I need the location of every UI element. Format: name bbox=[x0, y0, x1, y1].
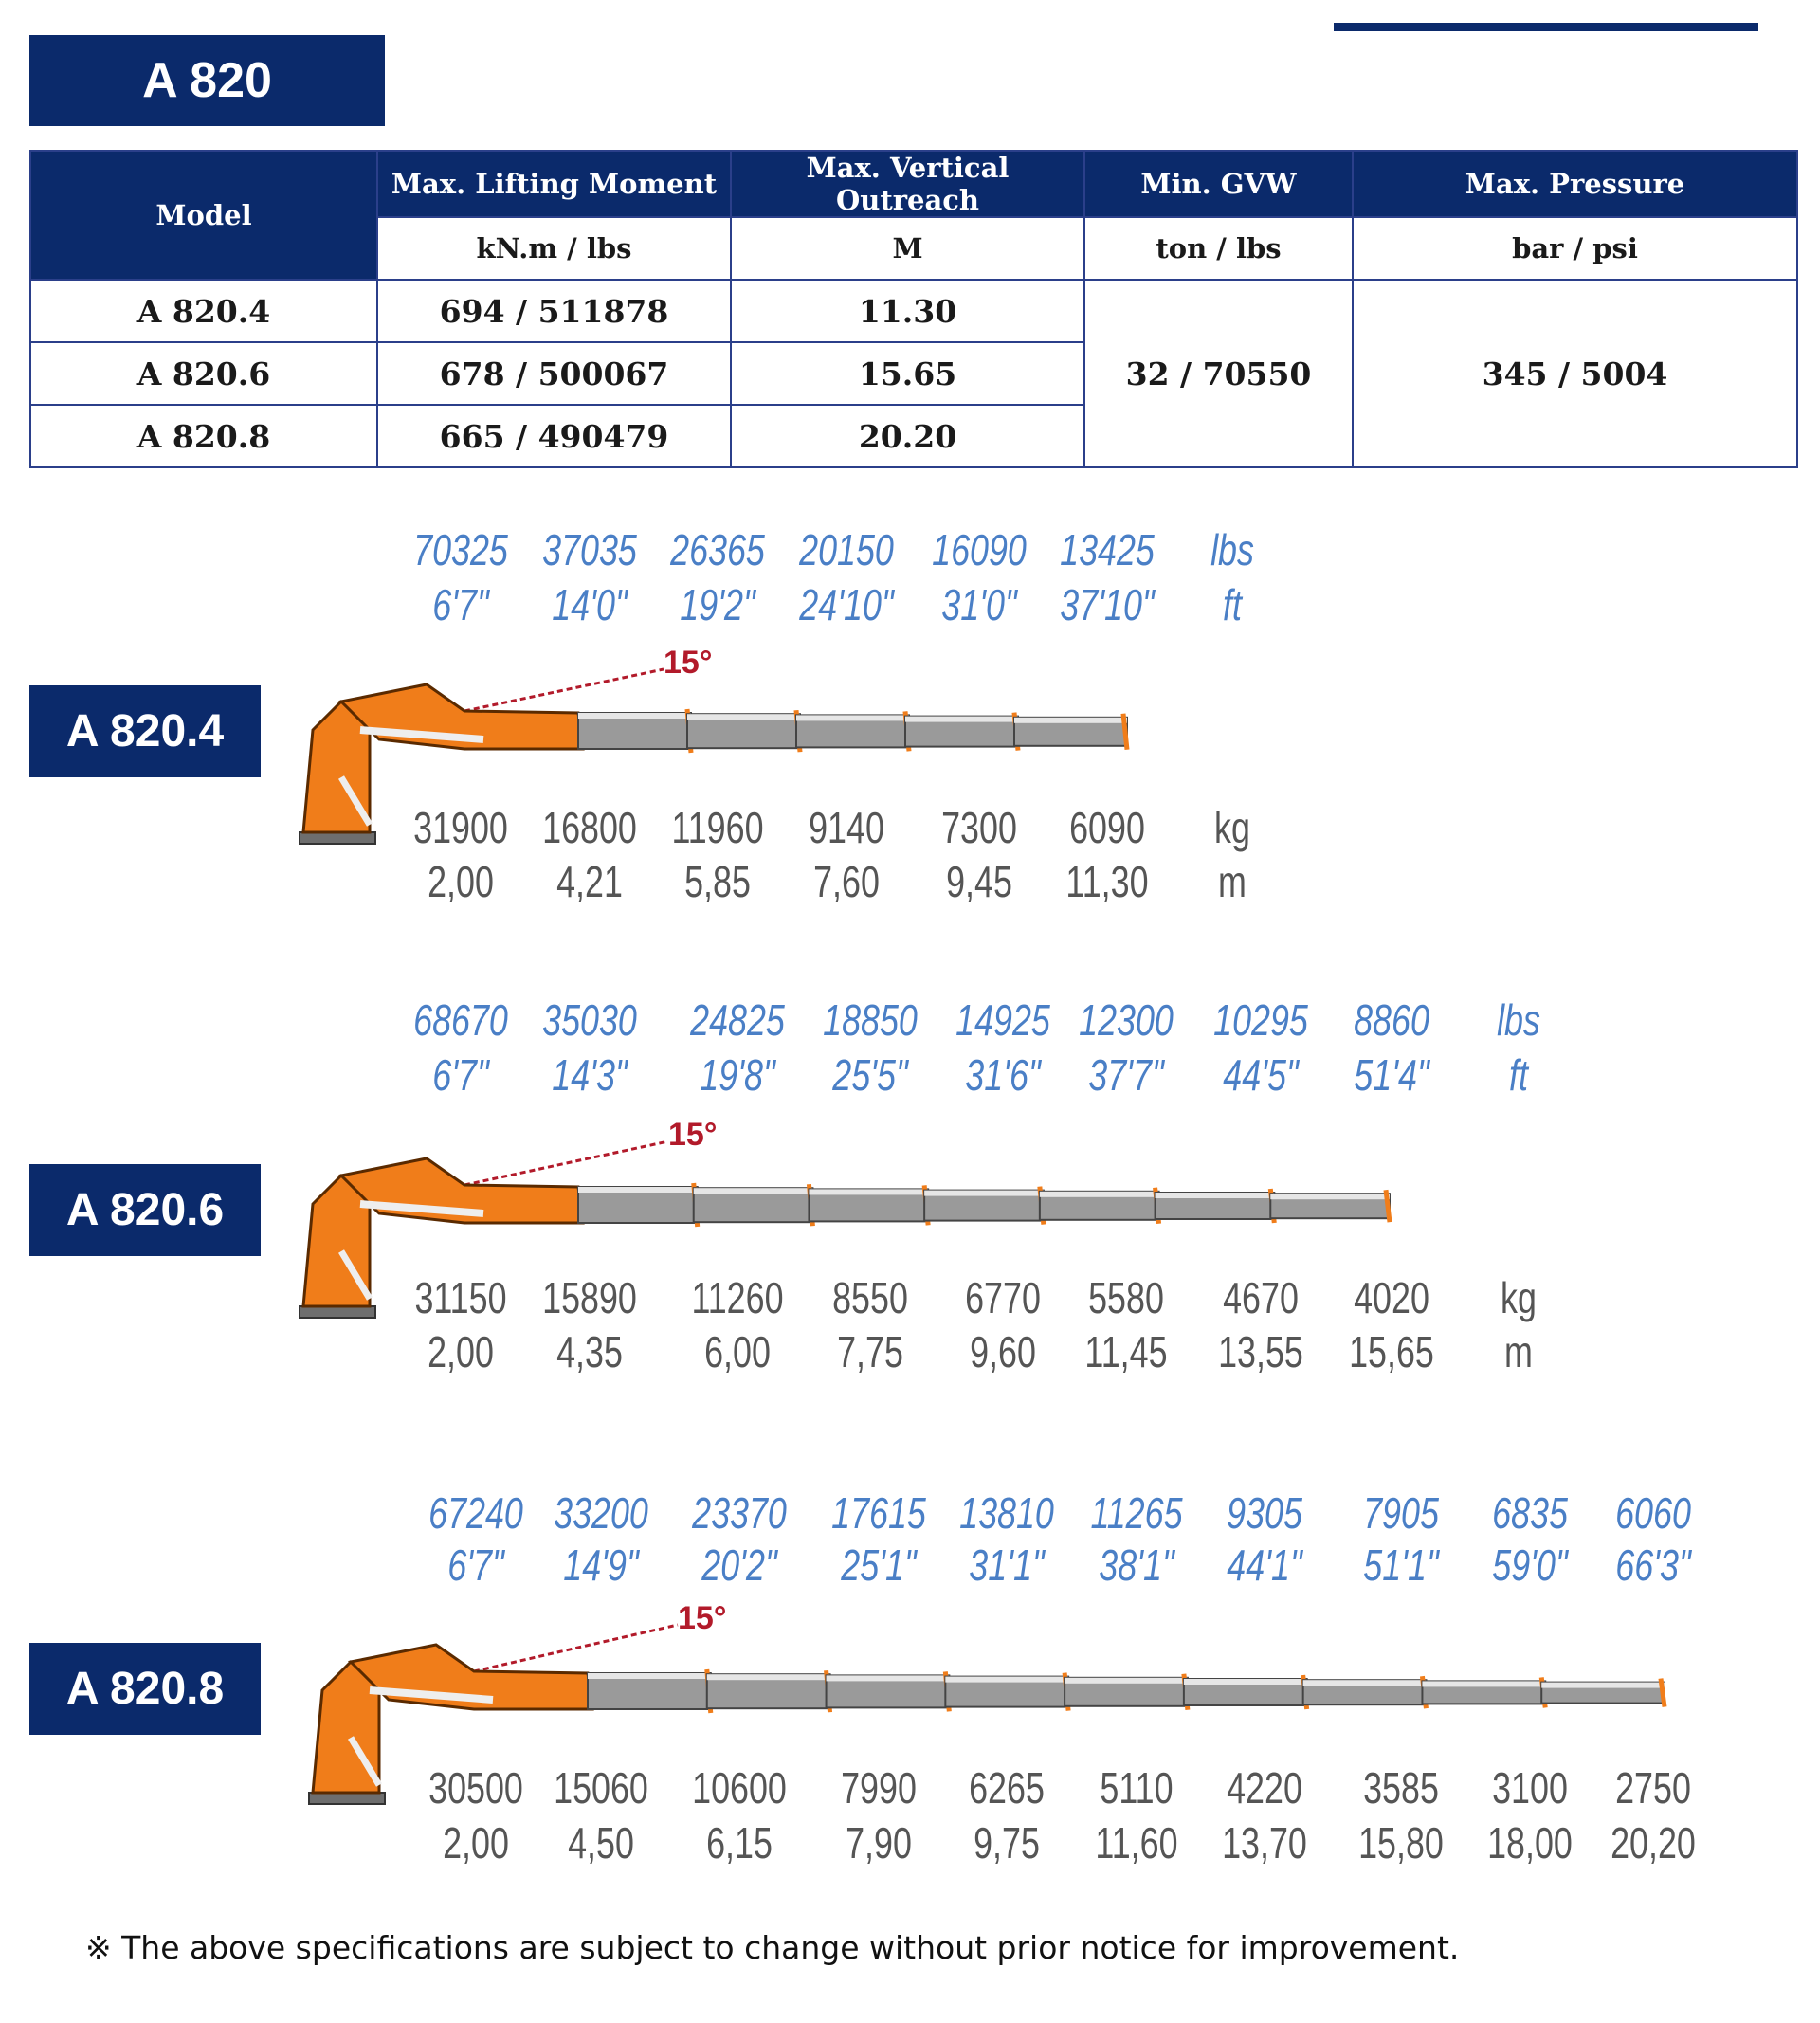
header-model: Model bbox=[30, 151, 377, 280]
spec-table bbox=[29, 150, 1798, 468]
kg-value: 2750 bbox=[1615, 1763, 1691, 1813]
ft-value: 44'5" bbox=[1223, 1050, 1299, 1100]
boom-highlight bbox=[578, 1187, 698, 1193]
kg-value: 5110 bbox=[1100, 1763, 1174, 1813]
kg-value: 4020 bbox=[1354, 1273, 1429, 1322]
m-value: 2,00 bbox=[428, 1327, 494, 1376]
boom-highlight bbox=[924, 1191, 1044, 1196]
boom-highlight bbox=[1065, 1678, 1188, 1684]
kg-value: 15890 bbox=[542, 1273, 637, 1322]
angle-line bbox=[464, 1141, 668, 1185]
boom-highlight bbox=[827, 1675, 950, 1681]
ft-value: 19'8" bbox=[700, 1050, 775, 1100]
base-plate bbox=[300, 1306, 375, 1318]
m-value: 11,30 bbox=[1065, 857, 1149, 906]
m-value: 20,20 bbox=[1611, 1818, 1696, 1868]
lbs-value: 26365 bbox=[670, 525, 765, 574]
boom-highlight bbox=[809, 1189, 928, 1194]
unit-m: m bbox=[1504, 1327, 1533, 1376]
m-value: 18,00 bbox=[1487, 1818, 1573, 1868]
kg-value: 5580 bbox=[1088, 1273, 1164, 1322]
ft-value: 37'10" bbox=[1060, 580, 1155, 629]
boom-highlight bbox=[707, 1674, 830, 1680]
lbs-value: 9305 bbox=[1227, 1488, 1302, 1538]
m-value: 2,00 bbox=[443, 1818, 509, 1868]
crane-label: A 820.8 bbox=[29, 1643, 261, 1735]
boom-highlight bbox=[1422, 1681, 1545, 1686]
kg-value: 31150 bbox=[414, 1273, 507, 1322]
ft-value: 51'4" bbox=[1354, 1050, 1429, 1100]
lbs-value: 7905 bbox=[1363, 1488, 1439, 1538]
m-value: 13,70 bbox=[1222, 1818, 1307, 1868]
m-value: 5,85 bbox=[684, 857, 751, 906]
m-value: 9,45 bbox=[946, 857, 1012, 906]
ft-value: 37'7" bbox=[1088, 1050, 1164, 1100]
lbs-value: 67240 bbox=[428, 1488, 523, 1538]
ft-value: 31'6" bbox=[965, 1050, 1041, 1100]
boom-highlight bbox=[1303, 1680, 1427, 1686]
m-value: 9,60 bbox=[970, 1327, 1036, 1376]
m-value: 2,00 bbox=[428, 857, 494, 906]
boom-highlight bbox=[1156, 1193, 1275, 1198]
crane-diagram bbox=[0, 1633, 1820, 1823]
lbs-value: 13425 bbox=[1060, 525, 1155, 574]
boom-highlight bbox=[1040, 1192, 1159, 1197]
m-value: 11,60 bbox=[1095, 1818, 1178, 1868]
unit-moment: kN.m / lbs bbox=[377, 217, 731, 280]
lbs-value: 35030 bbox=[542, 995, 637, 1045]
ft-value: 25'5" bbox=[832, 1050, 908, 1100]
top-rule bbox=[1334, 23, 1758, 31]
lbs-value: 11265 bbox=[1090, 1488, 1183, 1538]
lbs-value: 70325 bbox=[413, 525, 508, 574]
boom-highlight bbox=[588, 1673, 711, 1679]
cell-model: A 820.6 bbox=[30, 342, 377, 405]
unit-gvw: ton / lbs bbox=[1084, 217, 1353, 280]
lbs-value: 24825 bbox=[690, 995, 785, 1045]
boom-highlight bbox=[1014, 718, 1127, 723]
m-value: 7,90 bbox=[846, 1818, 912, 1868]
kg-value: 31900 bbox=[413, 803, 508, 852]
m-value: 4,50 bbox=[568, 1818, 634, 1868]
lbs-value: 14925 bbox=[956, 995, 1050, 1045]
ft-value: 31'0" bbox=[941, 580, 1017, 629]
kg-value: 7300 bbox=[941, 803, 1017, 852]
lbs-value: 8860 bbox=[1354, 995, 1429, 1045]
cell-moment: 678 / 500067 bbox=[377, 342, 731, 405]
base-plate bbox=[300, 832, 375, 844]
unit-pressure: bar / psi bbox=[1353, 217, 1797, 280]
header-outreach: Max. Vertical Outreach bbox=[731, 151, 1084, 217]
ft-value: 6'7" bbox=[432, 580, 489, 629]
base-plate bbox=[309, 1793, 385, 1804]
lbs-value: 68670 bbox=[413, 995, 508, 1045]
cell-outreach: 20.20 bbox=[731, 405, 1084, 467]
lbs-value: 17615 bbox=[831, 1488, 926, 1538]
lbs-value: 13810 bbox=[959, 1488, 1054, 1538]
unit-kg: kg bbox=[1501, 1273, 1537, 1322]
ft-value: 6'7" bbox=[447, 1540, 504, 1590]
cell-moment: 665 / 490479 bbox=[377, 405, 731, 467]
page-title: A 820 bbox=[29, 35, 385, 126]
m-value: 13,55 bbox=[1218, 1327, 1303, 1376]
cell-model: A 820.4 bbox=[30, 280, 377, 342]
ft-value: 44'1" bbox=[1227, 1540, 1302, 1590]
lbs-value: 23370 bbox=[692, 1488, 787, 1538]
ft-value: 24'10" bbox=[799, 580, 894, 629]
lbs-value: 6060 bbox=[1615, 1488, 1691, 1538]
lbs-value: 20150 bbox=[799, 525, 894, 574]
angle-label: 15° bbox=[664, 645, 713, 681]
footnote: ※ The above specifications are subject to change without prior notice for improvement. bbox=[85, 1929, 1460, 1966]
lbs-value: 12300 bbox=[1079, 995, 1174, 1045]
boom-highlight bbox=[1184, 1679, 1307, 1685]
kg-value: 11960 bbox=[671, 803, 764, 852]
m-value: 9,75 bbox=[974, 1818, 1040, 1868]
kg-value: 11260 bbox=[691, 1273, 784, 1322]
m-value: 6,15 bbox=[706, 1818, 773, 1868]
kg-value: 16800 bbox=[542, 803, 637, 852]
boom-highlight bbox=[1270, 1194, 1390, 1199]
ft-value: 25'1" bbox=[841, 1540, 917, 1590]
boom-highlight bbox=[796, 715, 909, 720]
ft-value: 20'2" bbox=[701, 1540, 777, 1590]
unit-m: m bbox=[1218, 857, 1247, 906]
kg-value: 7990 bbox=[841, 1763, 917, 1813]
angle-label: 15° bbox=[678, 1600, 727, 1636]
unit-outreach: M bbox=[731, 217, 1084, 280]
lbs-value: 33200 bbox=[554, 1488, 648, 1538]
unit-lbs: lbs bbox=[1210, 525, 1254, 574]
m-value: 15,65 bbox=[1349, 1327, 1434, 1376]
kg-value: 6770 bbox=[965, 1273, 1041, 1322]
m-value: 15,80 bbox=[1358, 1818, 1444, 1868]
kg-value: 4220 bbox=[1227, 1763, 1302, 1813]
unit-kg: kg bbox=[1214, 803, 1250, 852]
cell-outreach: 15.65 bbox=[731, 342, 1084, 405]
m-value: 7,60 bbox=[813, 857, 880, 906]
ft-value: 14'9" bbox=[563, 1540, 639, 1590]
boom-highlight bbox=[578, 713, 691, 719]
ft-value: 51'1" bbox=[1363, 1540, 1439, 1590]
kg-value: 10600 bbox=[692, 1763, 787, 1813]
header-gvw: Min. GVW bbox=[1084, 151, 1353, 217]
boom-highlight bbox=[1541, 1683, 1665, 1688]
lbs-value: 18850 bbox=[823, 995, 918, 1045]
m-value: 7,75 bbox=[837, 1327, 903, 1376]
header-pressure: Max. Pressure bbox=[1353, 151, 1797, 217]
unit-ft: ft bbox=[1509, 1050, 1528, 1100]
crane-diagram bbox=[0, 1147, 1820, 1337]
kg-value: 3100 bbox=[1492, 1763, 1568, 1813]
lbs-value: 16090 bbox=[932, 525, 1027, 574]
unit-ft: ft bbox=[1223, 580, 1242, 629]
crane-diagram bbox=[0, 673, 1820, 863]
cell-model: A 820.8 bbox=[30, 405, 377, 467]
angle-line bbox=[474, 1625, 678, 1671]
m-value: 11,45 bbox=[1084, 1327, 1168, 1376]
ft-value: 14'3" bbox=[552, 1050, 628, 1100]
kg-value: 9140 bbox=[809, 803, 884, 852]
ft-value: 66'3" bbox=[1615, 1540, 1691, 1590]
ft-value: 59'0" bbox=[1492, 1540, 1568, 1590]
angle-line bbox=[464, 669, 664, 711]
m-value: 4,21 bbox=[556, 857, 623, 906]
cell-pressure: 345 / 5004 bbox=[1353, 280, 1797, 467]
unit-lbs: lbs bbox=[1497, 995, 1540, 1045]
boom-highlight bbox=[905, 717, 1018, 722]
kg-value: 6090 bbox=[1069, 803, 1145, 852]
kg-value: 30500 bbox=[428, 1763, 523, 1813]
kg-value: 6265 bbox=[969, 1763, 1045, 1813]
header-moment: Max. Lifting Moment bbox=[377, 151, 731, 217]
boom-highlight bbox=[694, 1188, 813, 1194]
lbs-value: 6835 bbox=[1492, 1488, 1568, 1538]
ft-value: 38'1" bbox=[1099, 1540, 1174, 1590]
boom-highlight bbox=[945, 1677, 1068, 1683]
m-value: 4,35 bbox=[556, 1327, 623, 1376]
kg-value: 8550 bbox=[832, 1273, 908, 1322]
lbs-value: 10295 bbox=[1213, 995, 1308, 1045]
cell-gvw: 32 / 70550 bbox=[1084, 280, 1353, 467]
m-value: 6,00 bbox=[704, 1327, 771, 1376]
kg-value: 15060 bbox=[554, 1763, 648, 1813]
ft-value: 6'7" bbox=[432, 1050, 489, 1100]
ft-value: 19'2" bbox=[680, 580, 755, 629]
kg-value: 3585 bbox=[1363, 1763, 1439, 1813]
ft-value: 31'1" bbox=[969, 1540, 1045, 1590]
table-row bbox=[30, 280, 1797, 342]
kg-value: 4670 bbox=[1223, 1273, 1299, 1322]
lbs-value: 37035 bbox=[542, 525, 637, 574]
boom-highlight bbox=[687, 714, 800, 720]
crane-label: A 820.6 bbox=[29, 1164, 261, 1256]
cell-moment: 694 / 511878 bbox=[377, 280, 731, 342]
ft-value: 14'0" bbox=[552, 580, 628, 629]
cell-outreach: 11.30 bbox=[731, 280, 1084, 342]
angle-label: 15° bbox=[668, 1117, 718, 1153]
crane-label: A 820.4 bbox=[29, 685, 261, 777]
